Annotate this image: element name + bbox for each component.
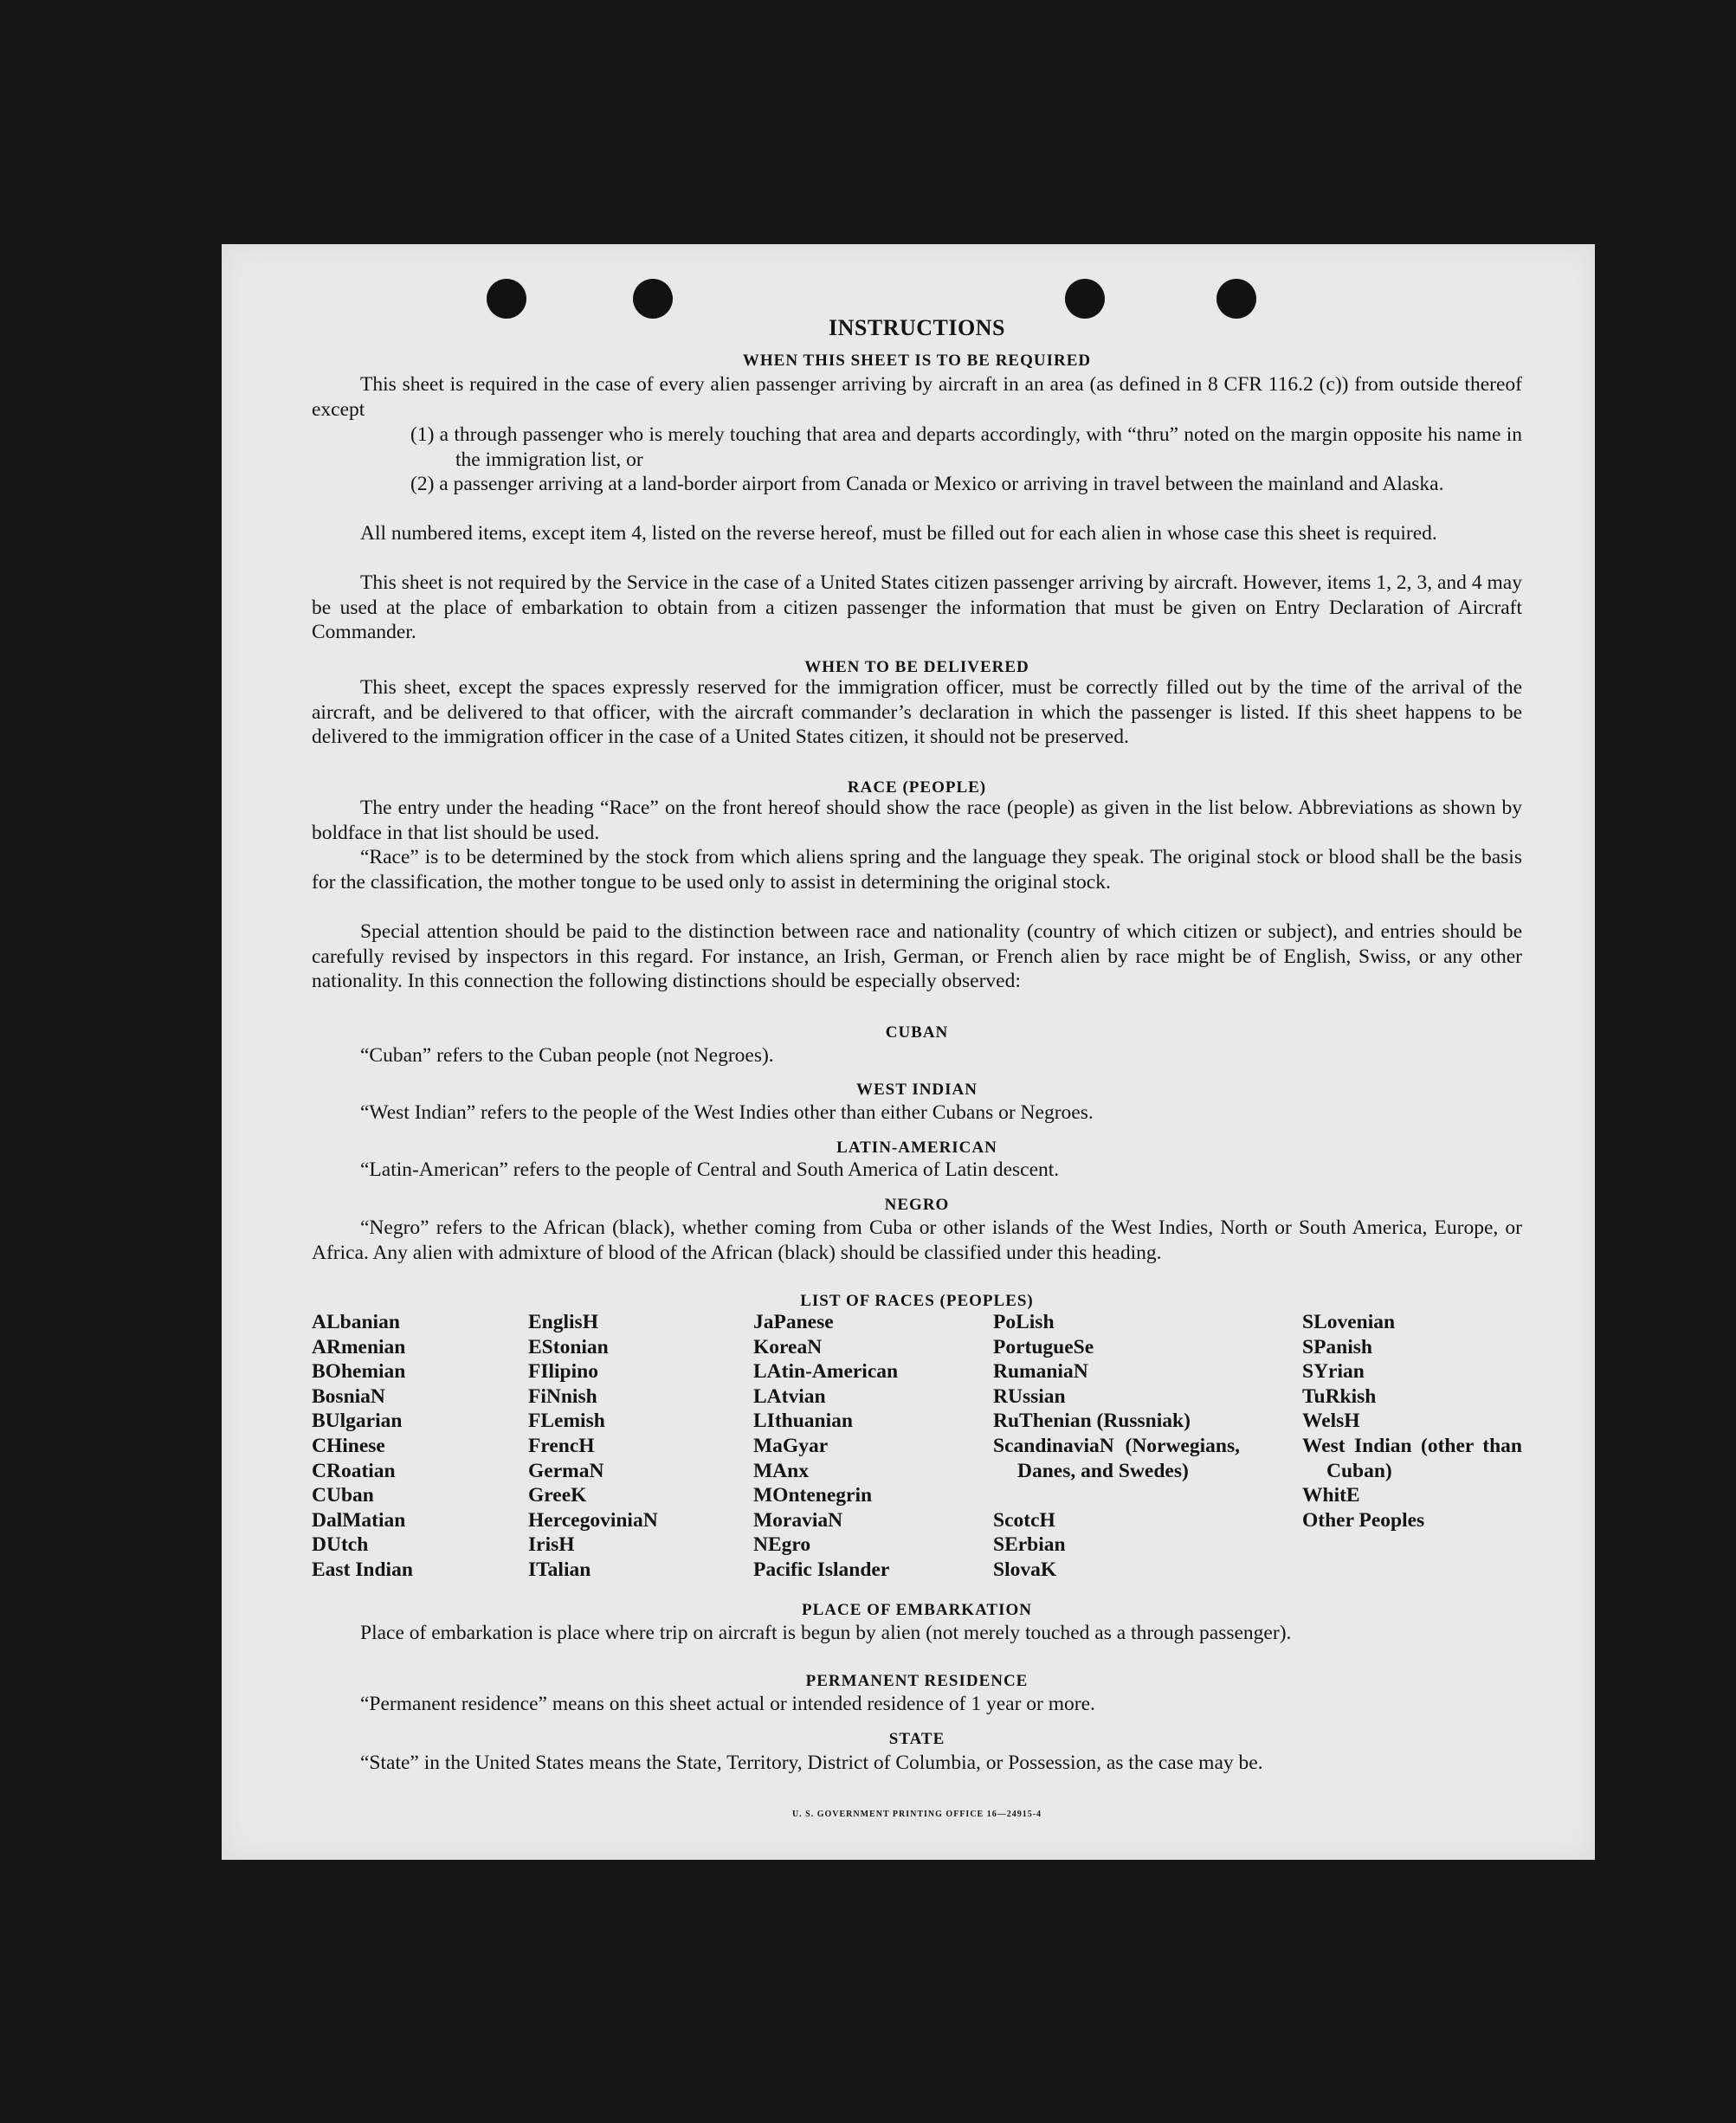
race-entry: Other Peoples (1302, 1508, 1425, 1532)
para-latin-american: “Latin-American” refers to the people of Central and South America of Latin descent. (360, 1158, 1060, 1181)
race-entry: CHinese (312, 1434, 385, 1457)
race-entry: ARmenian (312, 1335, 406, 1358)
race-entry: NEgro (753, 1533, 811, 1557)
race-entry: East Indian (312, 1558, 413, 1581)
race-entry: ScandinaviaN (Norwegians, Danes, and Swedes) (993, 1434, 1240, 1482)
heading-west-indian: WEST INDIAN (856, 1081, 978, 1099)
race-entry: SPanish (1302, 1335, 1372, 1358)
page-title: INSTRUCTIONS (829, 315, 1005, 340)
race-entry: IrisH (528, 1533, 575, 1557)
race-entry: Pacific Islander (753, 1558, 890, 1581)
heading-permanent-residence: PERMANENT RESIDENCE (805, 1672, 1029, 1690)
race-entry: ALbanian (312, 1311, 400, 1333)
para-negro: “Negro” refers to the African (black), whether coming from Cuba or other islands of the West Indies, North or South America, Europe, or Africa. Any alien with admixture of blood of the African (black) should be classified under this heading. (312, 1216, 1522, 1264)
heading-cuban: CUBAN (885, 1023, 949, 1042)
heading-race: RACE (PEOPLE) (847, 778, 987, 797)
para-race-2: “Race” is to be determined by the stock from which aliens spring and the language they speak. The original stock or blood shall be the basis for the classification, the mother tongue to be used only to assist in determining the original stock. (312, 846, 1522, 894)
race-entry: FIlipino (528, 1360, 598, 1384)
para-cuban: “Cuban” refers to the Cuban people (not Negroes). (360, 1044, 774, 1067)
para-west-indian: “West Indian” refers to the people of the West Indies other than either Cubans or Negroes. (360, 1101, 1094, 1124)
races-column (528, 1310, 736, 1583)
para-citizen: This sheet is not required by the Service in the case of a United States citizen passenger arriving by aircraft. However, items 1, 2, 3, and 4 may be used at the place of embarkation to obtain from a citizen passenger the information that must be given on Entry Declaration of Aircraft Commander. (312, 571, 1522, 644)
race-entry: MoraviaN (753, 1508, 843, 1532)
race-entry: EnglisH (528, 1311, 598, 1333)
para-when-delivered: This sheet, except the spaces expressly reserved for the immigration officer, must be correctly filled out by the time of the arrival of the aircraft, and be delivered to that officer, with the aircraft commander’s declaration in which the passenger is listed. If this sheet happens to be delivered to the immigration officer in the case of a United States citizen, it should not be preserved. (312, 676, 1522, 749)
race-entry: CRoatian (312, 1459, 396, 1482)
race-entry: LAtin-American (753, 1360, 899, 1384)
para-embarkation: Place of embarkation is place where trip on aircraft is begun by alien (not merely touched as a through passenger). (360, 1622, 1292, 1644)
races-column (312, 1310, 511, 1583)
race-entry: GreeK (528, 1484, 587, 1507)
race-entry: BUlgarian (312, 1410, 403, 1433)
race-entry: FrencH (528, 1434, 595, 1457)
heading-latin-american: LATIN-AMERICAN (836, 1139, 997, 1157)
race-entry: RumaniaN (993, 1360, 1088, 1384)
race-entry: MOntenegrin (753, 1484, 873, 1507)
race-entry: West Indian (other than Cuban) (1302, 1434, 1522, 1482)
heading-embarkation: PLACE OF EMBARKATION (802, 1601, 1032, 1619)
para-race-1: The entry under the heading “Race” on the front hereof should show the race (people) as given in the list below. Abbreviations as shown by boldface in that list should be used. (312, 797, 1522, 844)
para-when-required-intro: This sheet is required in the case of every alien passenger arriving by aircraft in an area (as defined in 8 CFR 116.2 (c)) from outside thereof except (312, 373, 1522, 421)
race-entry: BosniaN (312, 1384, 385, 1408)
race-entry: LIthuanian (753, 1410, 853, 1433)
race-entry: SYrian (1302, 1360, 1365, 1384)
race-entry: KoreaN (753, 1335, 823, 1358)
heading-list-of-races: LIST OF RACES (PEOPLES) (800, 1292, 1034, 1310)
race-entry: WhitE (1302, 1484, 1360, 1507)
race-entry: ITalian (528, 1558, 591, 1581)
race-entry: SErbian (993, 1533, 1066, 1557)
race-entry: RUssian (993, 1384, 1066, 1408)
race-entry: GermaN (528, 1459, 604, 1482)
race-entry: LAtvian (753, 1384, 826, 1408)
race-entry: DalMatian (312, 1508, 406, 1532)
race-entry: CUban (312, 1484, 374, 1507)
heading-negro: NEGRO (884, 1196, 950, 1214)
race-entry: PoLish (993, 1311, 1055, 1333)
para-permanent-residence: “Permanent residence” means on this sheet actual or intended residence of 1 year or more. (360, 1693, 1095, 1715)
race-entry: SLovenian (1302, 1311, 1396, 1333)
races-column (993, 1310, 1240, 1583)
punch-hole (1065, 279, 1105, 319)
race-entry: EStonian (528, 1335, 609, 1358)
para-state: “State” in the United States means the State, Territory, District of Columbia, or Possession, as the case may be. (360, 1752, 1263, 1774)
heading-when-delivered: WHEN TO BE DELIVERED (804, 658, 1029, 676)
races-column (1302, 1310, 1522, 1533)
para-numbered-items: All numbered items, except item 4, listed on the reverse hereof, must be filled out for each alien in whose case this sheet is required. (360, 522, 1437, 545)
punch-hole (1216, 279, 1256, 319)
list-item: (2) a passenger arriving at a land-border airport from Canada or Mexico or arriving in travel between the mainland and Alaska. (410, 473, 1444, 495)
race-entry: WelsH (1302, 1410, 1360, 1433)
race-entry: DUtch (312, 1533, 369, 1557)
race-entry: FLemish (528, 1410, 605, 1433)
list-item: (1) a through passenger who is merely touching that area and departs accordingly, with “thru” noted on the margin opposite his name in the immigration list, or (410, 423, 1522, 471)
race-entry: SlovaK (993, 1558, 1057, 1581)
para-race-3: Special attention should be paid to the distinction between race and nationality (country of which citizen or subject), and entries should be carefully revised by inspectors in this regard. For instance, an Irish, German, or French alien by race might be of English, Swiss, or any other nationality. In this connection the following distinctions should be especially observed: (312, 920, 1522, 993)
race-entry: ScotcH (993, 1508, 1055, 1532)
printer-imprint: U. S. GOVERNMENT PRINTING OFFICE 16—24915-4 (791, 1810, 1042, 1819)
punch-hole (487, 279, 526, 319)
race-entry: FiNnish (528, 1384, 597, 1408)
race-entry: HercegoviniaN (528, 1508, 658, 1532)
race-entry: TuRkish (1302, 1384, 1377, 1408)
race-entry: JaPanese (753, 1311, 834, 1333)
race-entry: MaGyar (753, 1434, 829, 1457)
heading-when-required: WHEN THIS SHEET IS TO BE REQUIRED (742, 352, 1092, 370)
race-entry: PortugueSe (993, 1335, 1094, 1358)
race-entry: MAnx (753, 1459, 809, 1482)
heading-state: STATE (888, 1730, 945, 1748)
race-entry: BOhemian (312, 1360, 406, 1384)
races-column (753, 1310, 978, 1583)
punch-hole (633, 279, 673, 319)
race-entry: RuThenian (Russniak) (993, 1410, 1191, 1433)
